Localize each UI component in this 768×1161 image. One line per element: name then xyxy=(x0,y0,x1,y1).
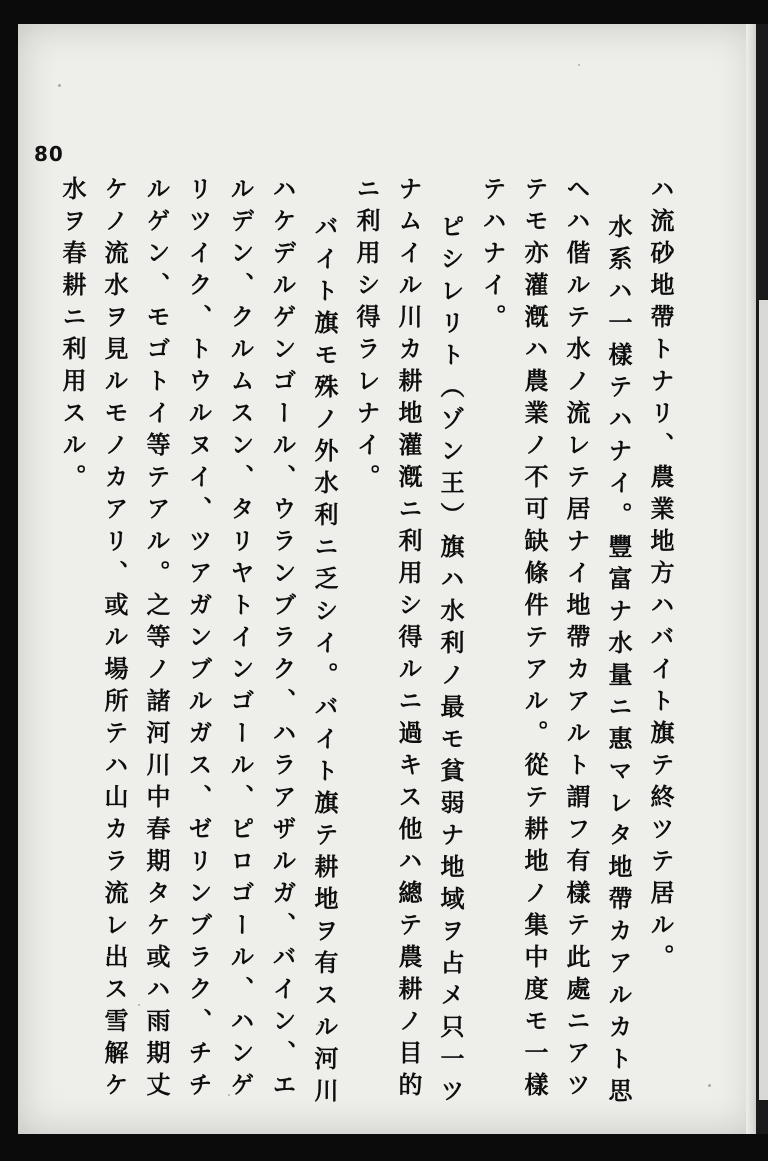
text-column-6: ピシレリト（ゾン王）旗ハ水利ノ最モ貧弱ナ地域ヲ占メ只一ツ xyxy=(436,214,464,1110)
text-column-10: ハケデルゲンゴール、ウランブラク、ハラアザルガ、バイン、エ xyxy=(268,176,296,1104)
text-column-5: テハナイ。 xyxy=(478,176,506,336)
text-column-9: バイト旗モ殊ノ外水利ニ乏シイ。バイト旗テ耕地ヲ有スル河川 xyxy=(310,214,338,1110)
book-page xyxy=(18,24,756,1134)
text-column-7: ナムイル川カ耕地灌漑ニ利用シ得ルニ過キス他ハ總テ農耕ノ目的 xyxy=(394,176,422,1104)
text-column-2: 水系ハ一樣テハナイ。豐富ナ水量ニ惠マレタ地帶カアルカト思 xyxy=(604,214,632,1110)
text-column-1: ハ流砂地帶トナリ、農業地方ハバイト旗テ終ツテ居ル。 xyxy=(646,176,674,976)
text-column-4: テモ亦灌漑ハ農業ノ不可缺條件テアル。從テ耕地ノ集中度モ一樣 xyxy=(520,176,548,1104)
text-column-11: ルデン、クルムスン、タリヤトインゴール、ピロゴール、ハンゲ xyxy=(226,176,254,1104)
text-column-14: ケノ流水ヲ見ルモノカアリ、或ル場所テハ山カラ流レ出ス雪解ケ xyxy=(100,176,128,1104)
adjacent-page-strip xyxy=(759,300,768,1100)
text-column-13: ルゲン、モゴトイ等テアル。之等ノ諸河川中春期タケ或ハ雨期丈 xyxy=(142,176,170,1104)
page-gutter-shadow xyxy=(746,24,756,1134)
text-column-12: リツイク、トウルヌイ、ツアガンブルガス、ゼリンブラク、チチ xyxy=(184,176,212,1104)
page-number: 80 xyxy=(34,142,64,166)
text-column-8: ニ利用シ得ラレナイ。 xyxy=(352,176,380,496)
text-column-15: 水ヲ春耕ニ利用スル。 xyxy=(58,176,86,496)
text-column-3: ヘハ偕ルテ水ノ流レテ居ナイ地帶カアルト謂フ有樣テ此處ニアツ xyxy=(562,176,590,1104)
